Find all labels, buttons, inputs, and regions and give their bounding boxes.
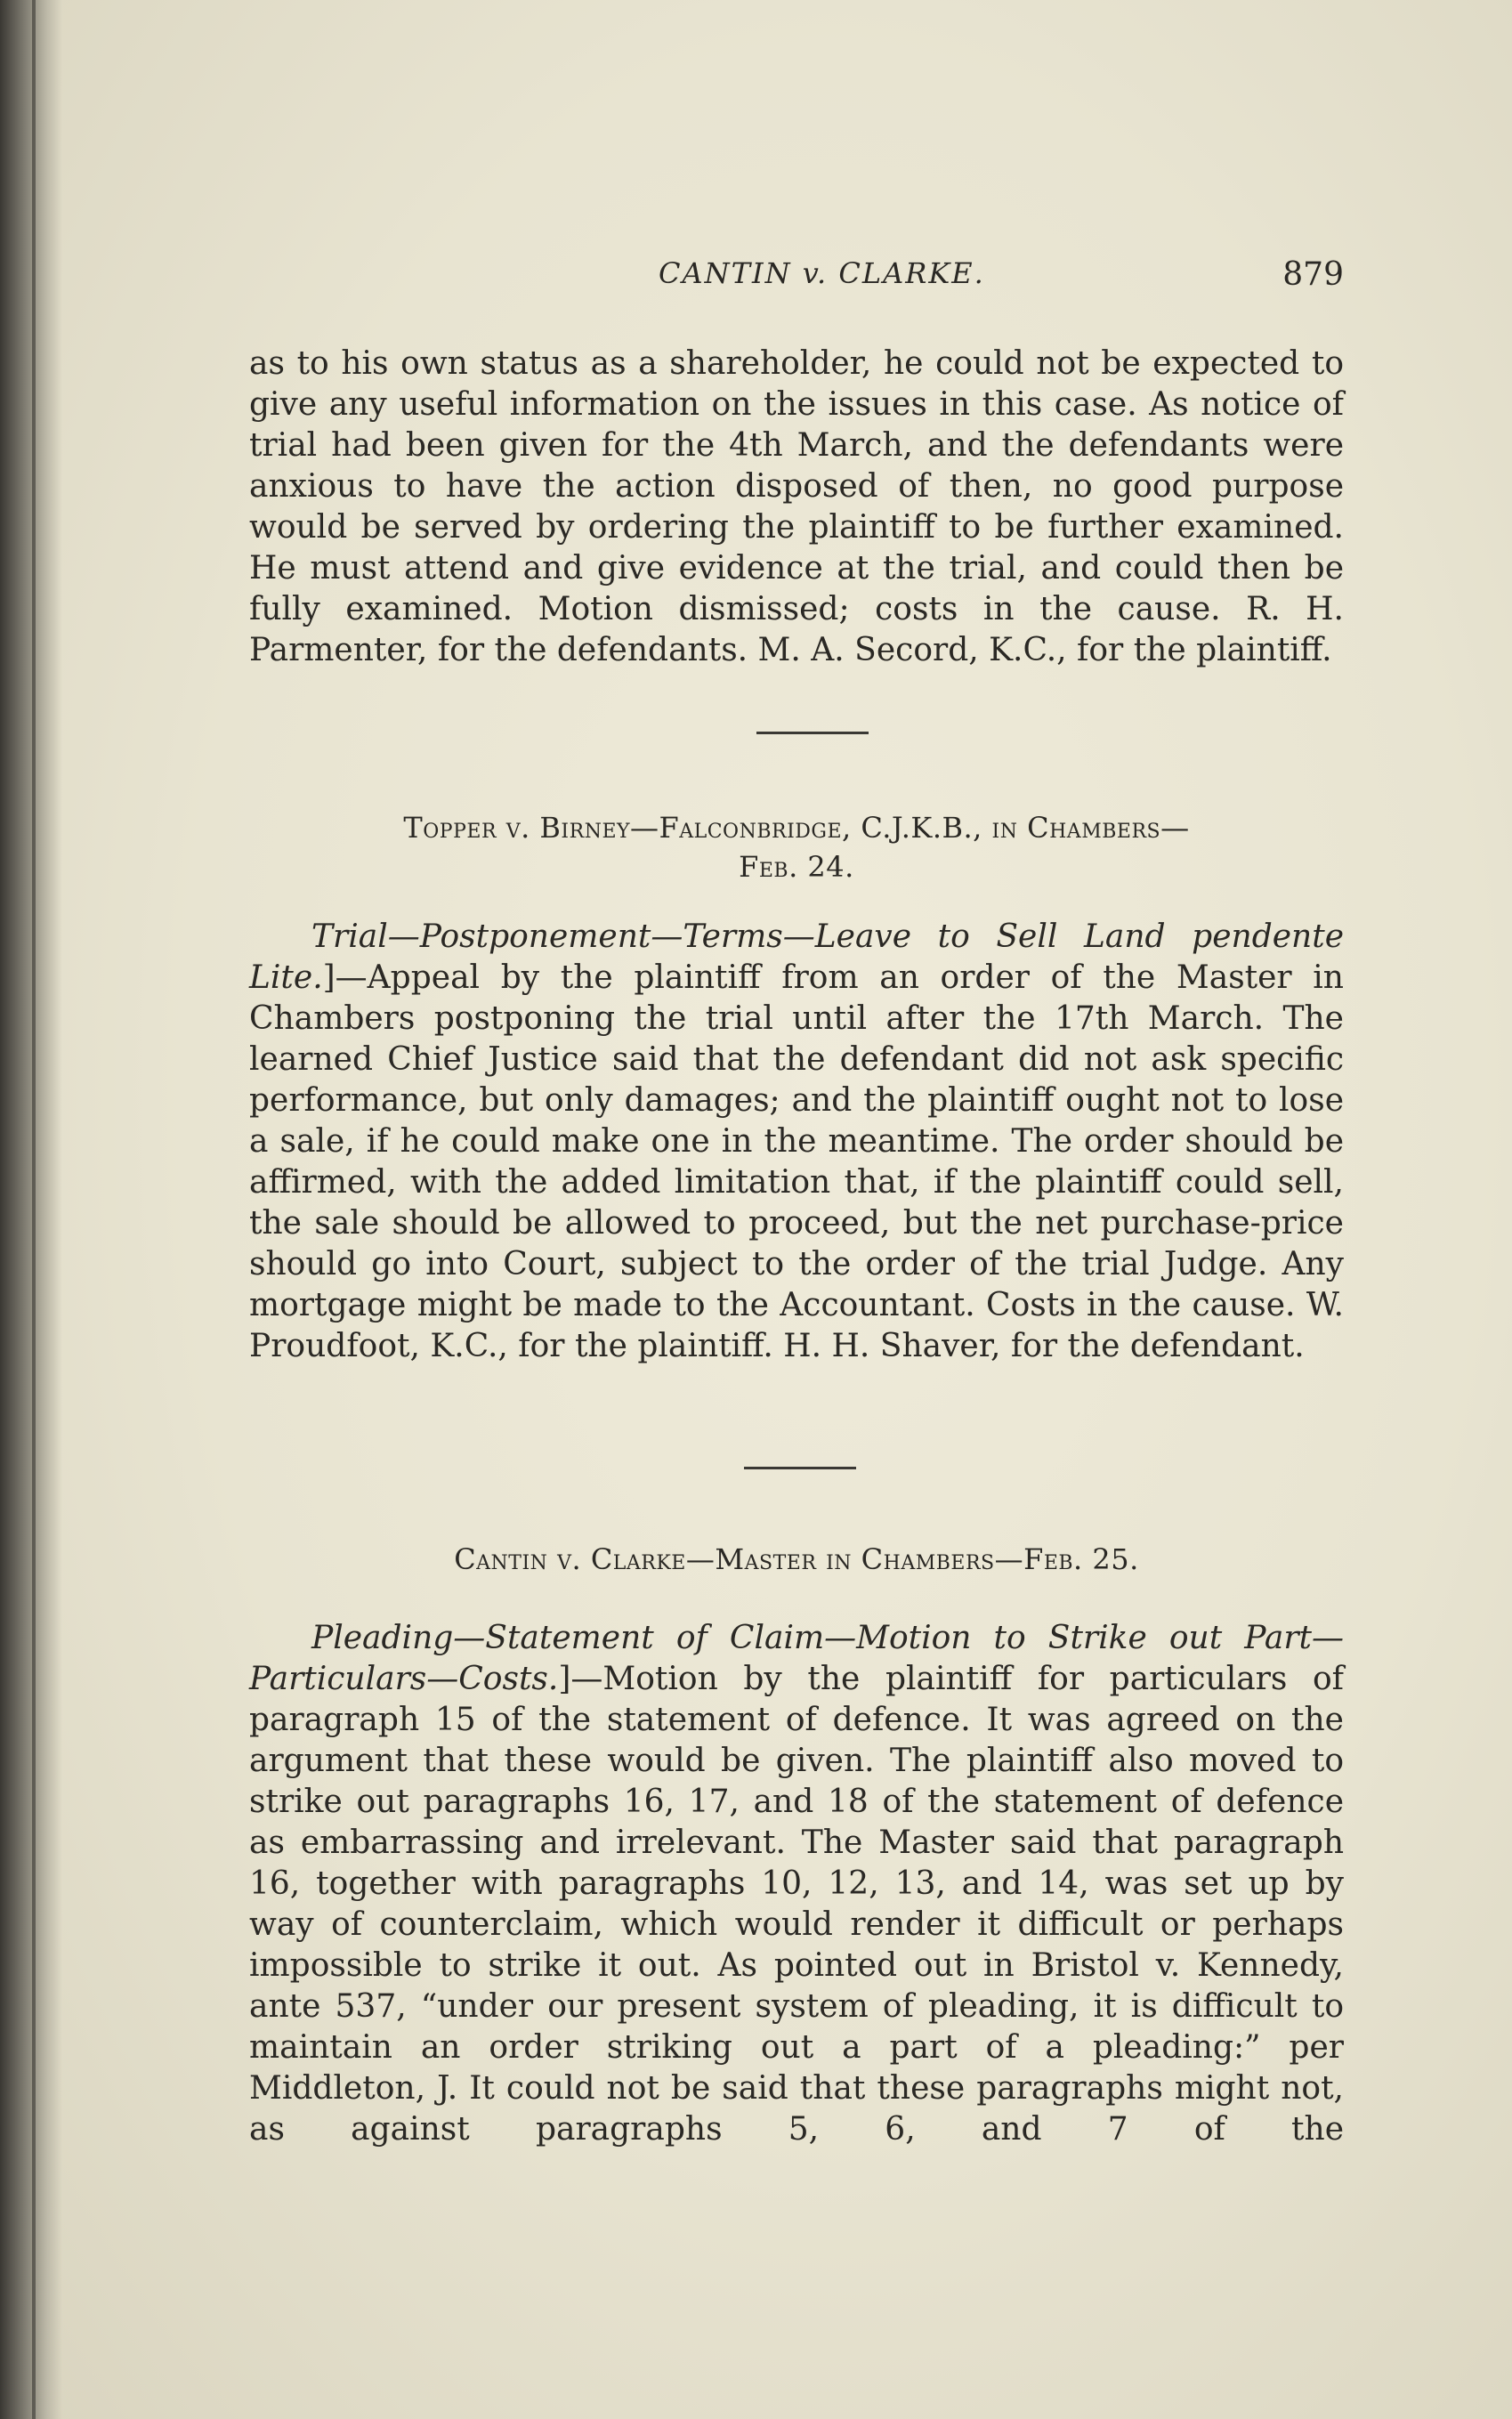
catchwords-cantin: Pleading—Statement of Claim—Motion to Strike out Part—Particulars—Costs. — [249, 1620, 1344, 1697]
binding-gutter-shadow — [0, 0, 62, 2419]
binding-gutter-line — [32, 0, 36, 2419]
case-text-cantin: ]—Motion by the plaintiff for particulars of paragraph 15 of the statement of defence. It was agreed on the argument that these would be given. The plaintiff also moved to strike out paragraphs 16, 17, and 18 of the statement of defence as embarrassing and irrelevant. The Master said that paragraph 16, together with paragraphs 10, 12, 13, and 14, was set up by way of counterclaim, which would render it difficult or perhaps impossible to strike it out. As pointed out in Bristol v. Kennedy, ante 537, “under our present system of pleading, it is difficult to maintain an order striking out a part of a pleading:” per Middleton, J. It could not be said that these paragraphs might not, as against paragraphs 5, 6, and 7 of the — [249, 1661, 1344, 2148]
case-heading-topper-line1: Topper v. Birney—Falconbridge, C.J.K.B., in Chambers— — [403, 811, 1190, 845]
case-heading-topper — [249, 808, 1344, 886]
catchwords-topper: Trial—Postponement—Terms—Leave to Sell Land pendente Lite. — [249, 918, 1344, 996]
case-heading-topper-line2: Feb. 24. — [739, 850, 854, 884]
case-body-cantin — [249, 1618, 1344, 2150]
section-divider — [744, 1467, 856, 1469]
page-header — [267, 256, 1344, 301]
case-body-topper — [249, 917, 1344, 1367]
running-title: CANTIN v. CLARKE. — [659, 256, 985, 290]
paragraph-continued: as to his own status as a shareholder, he could not be expected to give any useful information on the issues in this case. As notice of trial had been given for the 4th March, and the defendants were anxious to have the action disposed of then, no good purpose would be served by ordering the plaintiff to be further examined. He must attend and give evidence at the trial, and could then be fully examined. Motion dismissed; costs in the cause. R. H. Parmenter, for the defendants. M. A. Secord, K.C., for the plaintiff. — [249, 345, 1344, 668]
section-divider — [756, 732, 869, 734]
case-text-topper: ]—Appeal by the plaintiff from an order of the Master in Chambers postponing the trial until after the 17th March. The learned Chief Justice said that the defendant did not ask specific performance, but only damages; and the plaintiff ought not to lose a sale, if he could make one in the meantime. The order should be affirmed, with the added limitation that, if the plaintiff could sell, the sale should be allowed to proceed, but the net purchase-price should go into Court, subject to the order of the trial Judge. Any mortgage might be made to the Accountant. Costs in the cause. W. Proudfoot, K.C., for the plaintiff. H. H. Shaver, for the defendant. — [249, 959, 1344, 1364]
case-heading-cantin-line: Cantin v. Clarke—Master in Chambers—Feb. 25. — [454, 1542, 1139, 1576]
page-number: 879 — [1282, 256, 1344, 293]
case-heading-cantin — [249, 1540, 1344, 1579]
